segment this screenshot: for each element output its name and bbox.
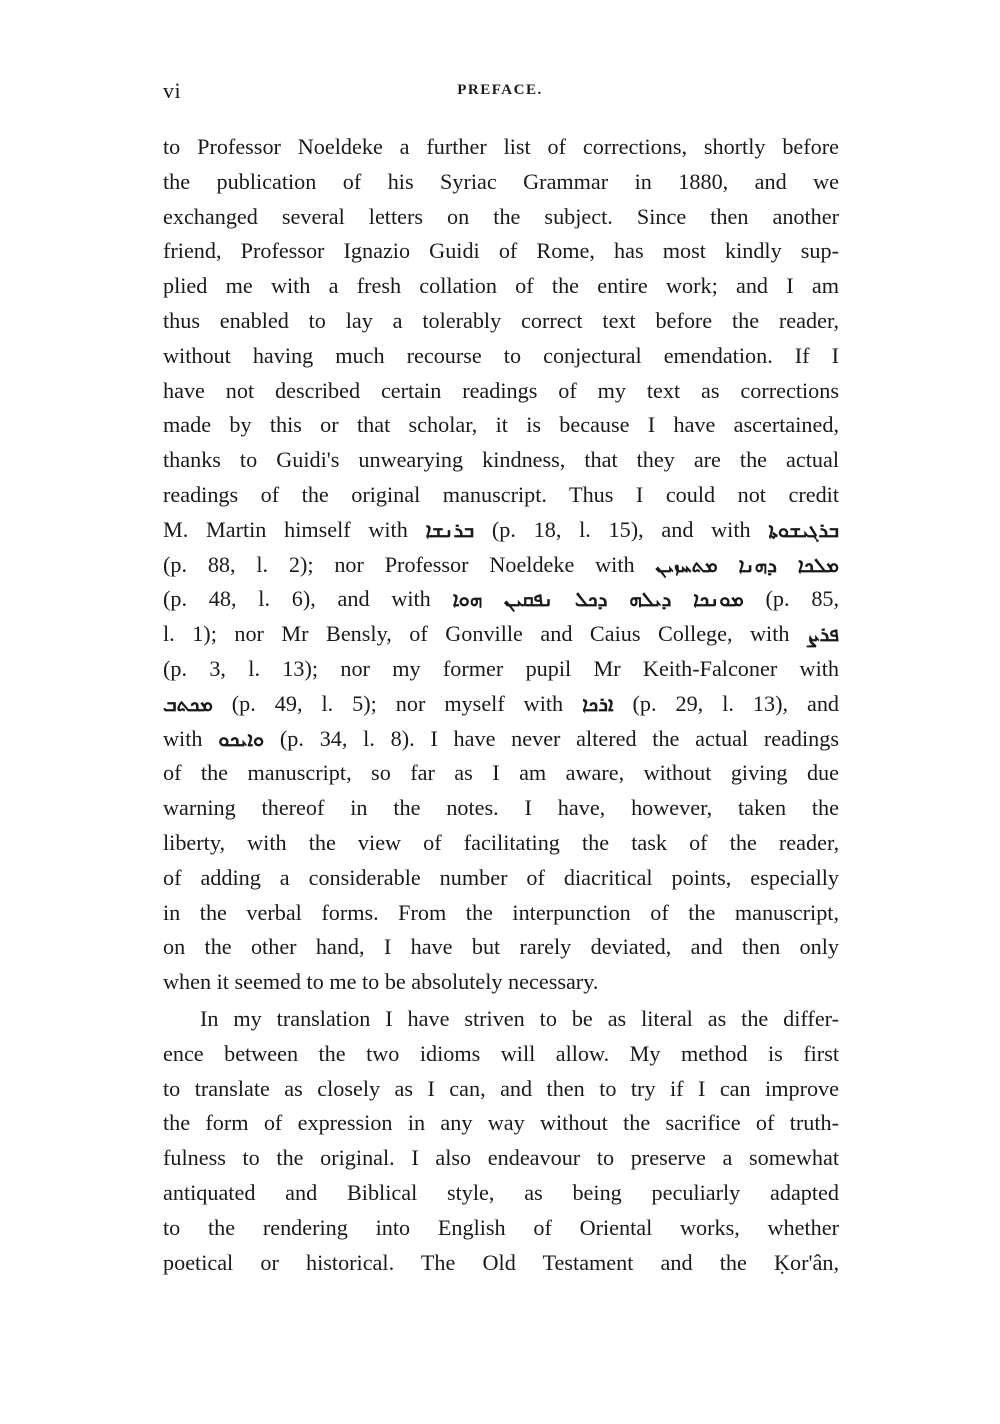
syriac-word: ܕܗܢܐ: [738, 552, 777, 577]
text-line: the form of expression in any way without the sacrifice of truth-: [163, 1110, 839, 1136]
text-line: to the rendering into English of Oriental works, whether: [163, 1214, 839, 1240]
page-number: vi: [163, 78, 182, 103]
text-line: made by this or that scholar, it is because I have ascertained,: [163, 412, 839, 438]
line-segment: (p. 85,: [765, 586, 840, 612]
syriac-word: ܕܟܠ: [574, 587, 608, 612]
syriac-word: ܘܐܝܟܘ: [218, 726, 265, 751]
line-segment: M. Martin himself with: [163, 516, 408, 542]
text-line: to translate as closely as I can, and then to try if I can improve: [163, 1075, 839, 1101]
syriac-word: ܦܪܨ: [806, 622, 839, 647]
text-line: of adding a considerable number of diacritical points, especially: [163, 864, 839, 890]
running-head: [163, 78, 837, 108]
line-segment: (p. 88, l. 2); nor Professor Noeldeke with: [163, 551, 635, 577]
text-line: friend, Professor Ignazio Guidi of Rome, has most kindly sup-: [163, 238, 839, 264]
syriac-word: ܡܟܬܒ: [163, 691, 213, 716]
text-line: plied me with a fresh collation of the entire work; and I am: [163, 273, 839, 299]
text-line: fulness to the original. I also endeavour to preserve a somewhat: [163, 1145, 839, 1171]
text-line: antiquated and Biblical style, as being peculiarly adapted: [163, 1179, 839, 1205]
line-segment: (p. 48, l. 6), and with: [163, 586, 431, 612]
text-line: on the other hand, I have but rarely deviated, and then only: [163, 934, 839, 960]
text-line: exchanged several letters on the subject. Since then another: [163, 203, 839, 229]
text-line: ence between the two idioms will allow. My method is first: [163, 1040, 839, 1066]
text-line: warning thereof in the notes. I have, however, taken the: [163, 795, 839, 821]
text-line: [163, 687, 839, 722]
text-line: liberty, with the view of facilitating the task of the reader,: [163, 829, 839, 855]
syriac-word: ܐܪܟܐ: [582, 691, 614, 716]
text-line: the publication of his Syriac Grammar in 1880, and we: [163, 168, 839, 194]
syriac-word: ܗܘܐ: [452, 587, 483, 612]
text-line: readings of the original manuscript. Thus I could not credit: [163, 481, 839, 507]
line-segment: (p. 49, l. 5); nor myself with: [231, 690, 564, 716]
line-segment: (p. 18, l. 15), and with: [491, 516, 751, 542]
text-line: when it seemed to me to be absolutely necessary.: [163, 969, 599, 995]
syriac-word: ܢܦܩܝܢ: [504, 587, 554, 612]
syriac-word: ܡܠܟܐ: [797, 552, 840, 577]
text-line: [163, 582, 839, 617]
syriac-word: ܒܪܓܝܫܘܬܐ: [768, 517, 839, 542]
line-segment: l. 1); nor Mr Bensly, of Gonville and Caius College, with: [163, 621, 790, 647]
text-line: to Professor Noeldeke a further list of corrections, shortly before: [163, 134, 839, 159]
text-line: thus enabled to lay a tolerably correct text before the reader,: [163, 307, 839, 333]
line-segment: with: [163, 725, 203, 751]
body-text: [163, 130, 839, 1280]
line-segment: (p. 34, l. 8). I have never altered the actual readings: [279, 725, 840, 751]
syriac-word: ܕܝܠܗ: [629, 587, 672, 612]
line-segment: (p. 29, l. 13), and: [632, 690, 840, 716]
text-line: [163, 548, 839, 583]
text-line: In my translation I have striven to be as literal as the differ-: [200, 1005, 839, 1031]
text-line: have not described certain readings of my text as corrections: [163, 377, 839, 403]
text-line: poetical or historical. The Old Testament and the Ḳor'ân,: [163, 1249, 839, 1275]
running-title: PREFACE.: [457, 82, 543, 98]
text-line: in the verbal forms. From the interpunction of the manuscript,: [163, 899, 839, 925]
text-line: (p. 3, l. 13); nor my former pupil Mr Keith-Falconer with: [163, 655, 839, 681]
text-line: [163, 617, 839, 652]
syriac-word: ܡܬܚܙܝܢ: [655, 552, 718, 577]
text-line: [163, 513, 839, 548]
syriac-word: ܡܘܢܟܐ: [693, 587, 744, 612]
text-line: thanks to Guidi's unwearying kindness, that they are the actual: [163, 447, 839, 473]
syriac-word: ܒܪܢܫܐ: [425, 517, 475, 542]
text-line: [163, 722, 839, 757]
text-line: without having much recourse to conjectural emendation. If I: [163, 342, 839, 368]
text-line: of the manuscript, so far as I am aware, without giving due: [163, 760, 839, 786]
